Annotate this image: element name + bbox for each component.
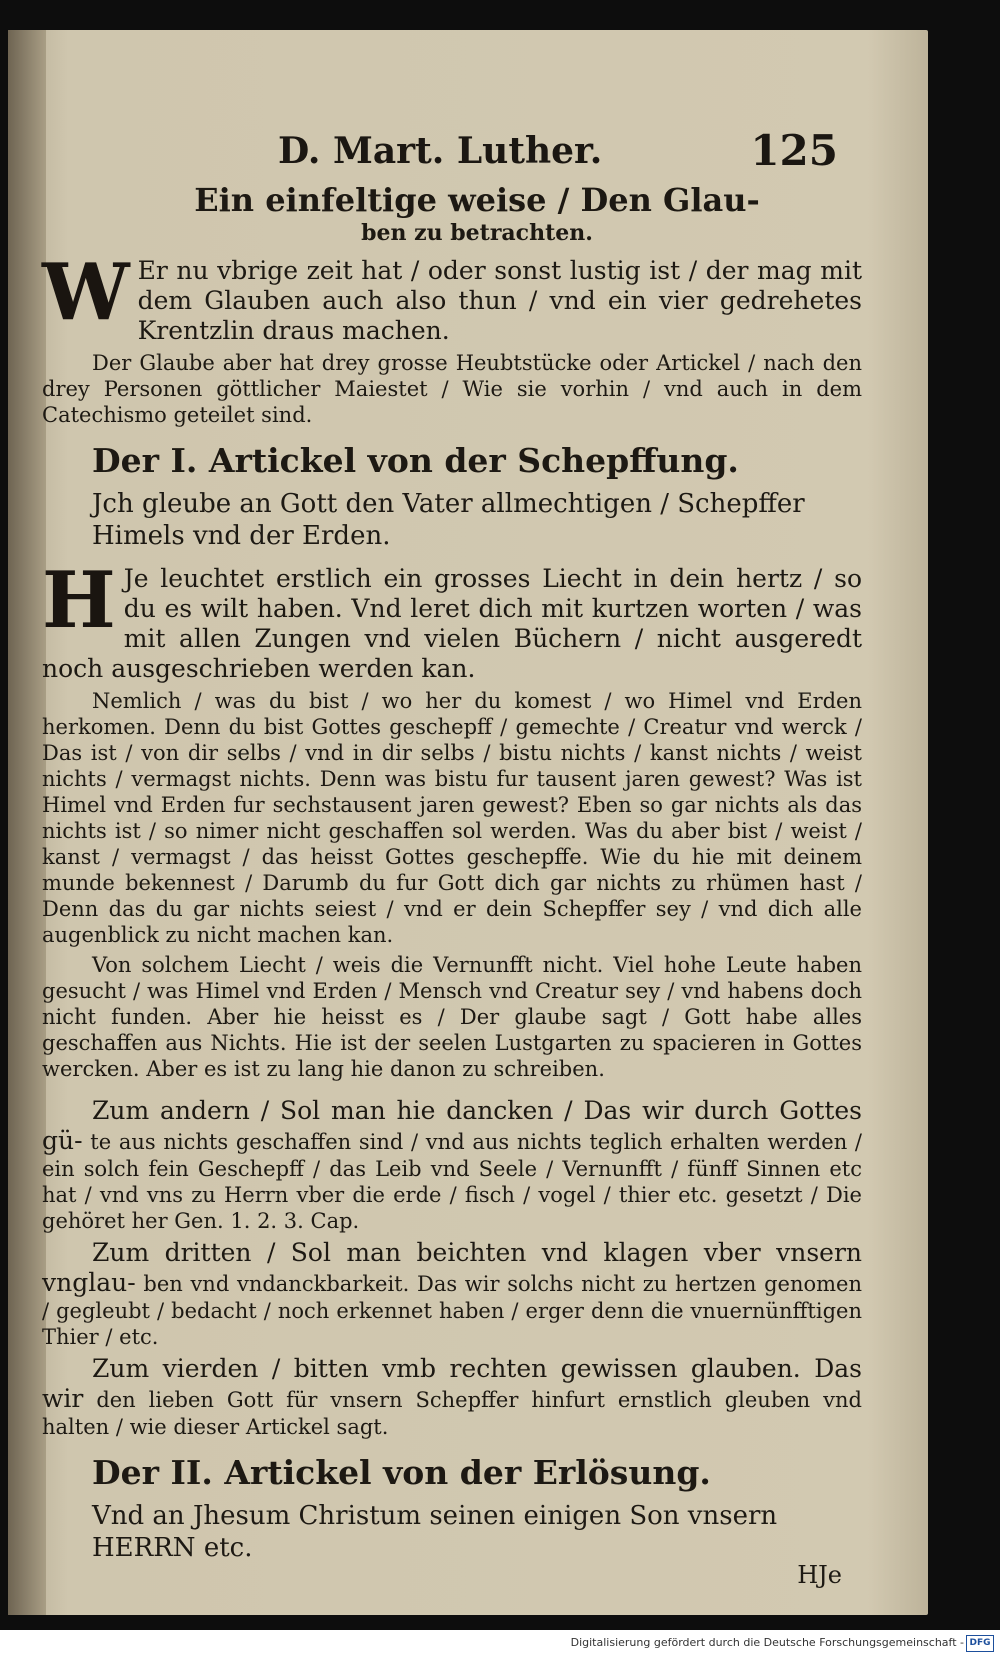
article-1-paragraph-6 (42, 1354, 862, 1440)
running-title: D. Mart. Luther. (278, 130, 603, 172)
paragraph-4-lead: Zum andern / Sol man hie dancken / Das wir durch Gottes gü- (42, 1096, 862, 1155)
intro-paragraph-1-text: Er nu vbrige zeit hat / oder sonst lustig ist / der mag mit dem Glauben auch also thun / vnd ein vier gedrehetes Krentzlin draus machen. (137, 256, 862, 345)
article-2-heading: Der II. Artickel von der Erlösung. (92, 1453, 711, 1492)
article-2-creed: Vnd an Jhesum Christum seinen einigen Son vnsern HERRN etc. (92, 1501, 778, 1563)
section-subtitle: ben zu betrachten. (361, 220, 593, 246)
article-1-paragraph-4 (42, 1096, 862, 1234)
article-1-paragraph-1 (42, 555, 862, 684)
article-1-paragraph-1-text: Je leuchtet erstlich ein grosses Liecht in dein hertz / so du es wilt haben. Vnd leret dich mit kurtzen worten / was mit allen Zungen vnd vielen Büchern / nicht ausgeredt noch ausgeschrieben werden kan. (42, 564, 862, 683)
book-page (8, 30, 928, 1615)
article-1-paragraph-3: Von solchem Liecht / weis die Vernunfft nicht. Viel hohe Leute haben gesucht / was Himel vnd Erden / Mensch vnd Creatur sey / vnd habens doch nicht funden. Aber hie heisst es / Der glaube sagt / Gott habe alles geschaffen aus Nichts. Hie ist der seelen Lustgarten zu spacieren in Gottes wercken. Aber es ist zu lang hie danon zu schreiben. (42, 953, 862, 1081)
paragraph-5-text: ben vnd vndanckbarkeit. Das wir solchs nicht zu hertzen genomen / gegleubt / bedacht / noch erkennet haben / erger denn die vnuernünfftigen Thier / etc. (42, 1272, 862, 1349)
paragraph-4-text: te aus nichts geschaffen sind / vnd aus nichts teglich erhalten werden / ein solch fein Geschepff / das Leib vnd Seele / Vernunfft / fünff Sinnen etc hat / vnd vns zu Herrn vber die erde / fisch / vogel / thier etc. gesetzt / Die gehöret her Gen. 1. 2. 3. Cap. (42, 1130, 862, 1233)
drop-cap: W (42, 247, 130, 338)
article-1-creed: Jch gleube an Gott den Vater allmechtigen / Schepffer Himels vnd der Erden. (92, 489, 805, 551)
article-1-heading: Der I. Artickel von der Schepffung. (92, 441, 739, 480)
drop-cap: H (42, 555, 116, 646)
section-title: Ein einfeltige weise / Den Glau- (194, 181, 760, 219)
paragraph-5-lead: Zum dritten / Sol man beichten vnd klagen vber vnsern vnglau- (42, 1238, 862, 1297)
page-number: 125 (750, 126, 838, 175)
digitization-footer (0, 1630, 1000, 1658)
text-column (42, 180, 862, 1588)
paragraph-6-lead: Zum vierden / bitten vmb rechten gewissen glauben. Das wir (42, 1354, 862, 1413)
article-1-paragraph-5 (42, 1238, 862, 1350)
paragraph-6-text: den lieben Gott für vnsern Schepffer hinfurt ernstlich gleuben vnd halten / wie dieser Artickel sagt. (42, 1388, 862, 1439)
dfg-logo-icon: DFG (966, 1635, 994, 1652)
catchword: HJe (797, 1561, 842, 1589)
intro-paragraph-2: Der Glaube aber hat drey grosse Heubtstücke oder Artickel / nach den drey Personen göttlicher Maiestet / Wie sie vorhin / vnd auch in dem Catechismo geteilet sind. (42, 351, 862, 427)
running-header (278, 126, 838, 186)
footer-credit: Digitalisierung gefördert durch die Deutsche Forschungsgemeinschaft - (570, 1636, 964, 1649)
article-1-paragraph-2: Nemlich / was du bist / wo her du komest / wo Himel vnd Erden herkomen. Denn du bist Gottes geschepff / gemechte / Creatur vnd werck / Das ist / von dir selbs / vnd in dir selbs / bistu nichts / kanst nichts / weist nichts / vermagst nichts. Denn was bistu fur tausent jaren gewest? Was ist Himel vnd Erden fur sechstausent jaren gewest? Eben so gar nichts als das nichts ist / so nimer nicht geschaffen sol werden. Was du aber bist / weist / kanst / vermagst / das heisst Gottes geschepffe. Wie du hie mit deinem munde bekennest / Darumb du fur Gott dich gar nichts zu rhümen hast / Denn das du gar nichts seiest / vnd er dein Schepffer sey / vnd dich alle augenblick zu nicht machen kan. (42, 689, 862, 947)
intro-paragraph-1 (42, 247, 862, 346)
page-gutter-shadow (8, 30, 46, 1615)
